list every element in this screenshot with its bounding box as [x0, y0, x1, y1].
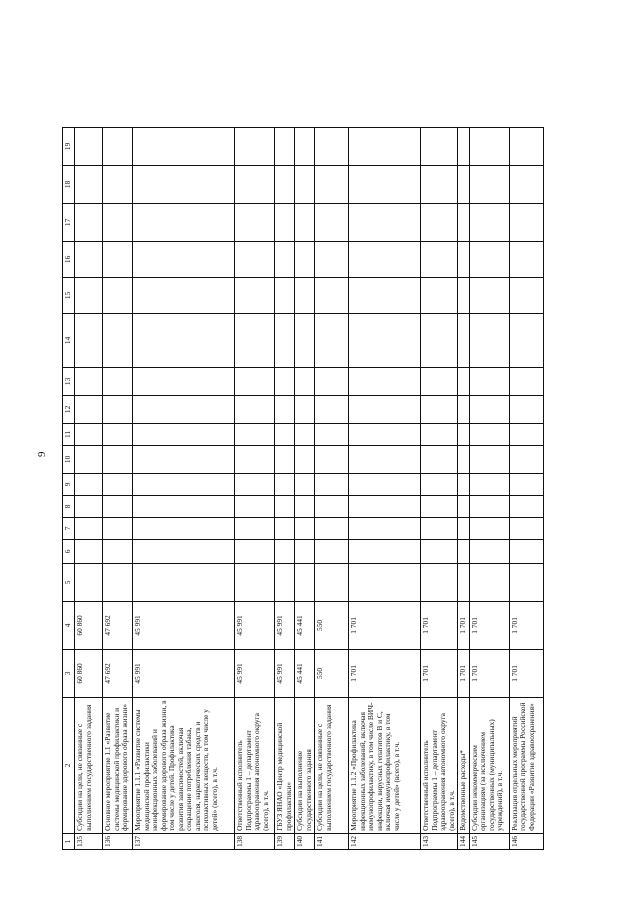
- table-cell: [275, 367, 295, 395]
- table-cell: [295, 563, 315, 601]
- table-cell: 1 701: [421, 601, 458, 649]
- table-cell: [469, 563, 509, 601]
- column-header: 3: [63, 649, 75, 697]
- row-name: Ответственный исполнитель Подпрограммы 1 – департамент здравоохранения автономного округа (всего), в т.ч.: [235, 697, 275, 833]
- table-cell: [458, 539, 470, 563]
- table-row: [103, 127, 133, 849]
- table-cell: [275, 277, 295, 313]
- table-cell: [295, 313, 315, 367]
- column-header: 6: [63, 539, 75, 563]
- column-header: 11: [63, 423, 75, 445]
- table-cell: [275, 517, 295, 539]
- table-cell: [75, 517, 103, 539]
- table-cell: [235, 563, 275, 601]
- table-cell: [275, 495, 295, 517]
- table-cell: [421, 517, 458, 539]
- table-cell: 1 701: [458, 649, 470, 697]
- table-cell: [421, 241, 458, 277]
- table-cell: [295, 367, 315, 395]
- table-cell: [275, 395, 295, 423]
- table-cell: [458, 313, 470, 367]
- row-name: Ответственный исполнитель Подпрограммы 1 – департамент здравоохранения автономного округа (всего), в т.ч.: [421, 697, 458, 833]
- table-cell: [75, 203, 103, 241]
- table-cell: [75, 539, 103, 563]
- table-cell: [458, 423, 470, 445]
- column-header: 9: [63, 473, 75, 495]
- table-cell: [75, 473, 103, 495]
- table-cell: [509, 395, 543, 423]
- table-cell: [133, 539, 235, 563]
- table-cell: [75, 445, 103, 473]
- row-name: Реализация отдельных мероприятий государственной программы Российской Федерации «Развитие здравоохранения»: [509, 697, 543, 833]
- table-row: [469, 127, 509, 849]
- table-cell: 47 692: [103, 601, 133, 649]
- table-cell: [103, 241, 133, 277]
- table-cell: [235, 473, 275, 495]
- table-cell: [275, 165, 295, 203]
- table-cell: 45 991: [235, 601, 275, 649]
- table-cell: [133, 517, 235, 539]
- table-cell: 1 701: [349, 649, 421, 697]
- page-number: 9: [36, 451, 48, 457]
- table-cell: [469, 203, 509, 241]
- table-cell: [295, 395, 315, 423]
- table-cell: [469, 277, 509, 313]
- table-cell: [275, 473, 295, 495]
- table-cell: [458, 203, 470, 241]
- table-cell: [469, 423, 509, 445]
- table-cell: [103, 165, 133, 203]
- table-cell: 550: [315, 601, 349, 649]
- table-cell: [469, 473, 509, 495]
- table-cell: [75, 277, 103, 313]
- table-cell: 1 701: [421, 649, 458, 697]
- row-name: Мероприятие 1.1.1 «Развитие системы медицинской профилактики неинфекционных заболеваний и формирование здорового образа жизни, в том числе у детей. Профилактика развития зависимостей, включая сокращение потребления табака, алкоголя, наркотических средств и психоактивных веществ, в том числе у детей» (всего), в т.ч.: [133, 697, 235, 833]
- column-header: 7: [63, 517, 75, 539]
- table-cell: [315, 241, 349, 277]
- table-cell: 1 701: [509, 601, 543, 649]
- table-cell: [103, 445, 133, 473]
- table-cell: [469, 165, 509, 203]
- table-cell: [458, 395, 470, 423]
- table-cell: [295, 517, 315, 539]
- table-cell: [275, 127, 295, 165]
- table-cell: [315, 517, 349, 539]
- table-cell: [469, 395, 509, 423]
- table-row: [275, 127, 295, 849]
- table-cell: [349, 517, 421, 539]
- table-cell: [469, 445, 509, 473]
- table-cell: [509, 517, 543, 539]
- budget-table: [62, 127, 544, 850]
- table-cell: [295, 203, 315, 241]
- table-cell: [469, 367, 509, 395]
- table-cell: [421, 495, 458, 517]
- table-cell: [349, 495, 421, 517]
- table-cell: [235, 395, 275, 423]
- table-cell: [133, 203, 235, 241]
- table-cell: [295, 241, 315, 277]
- column-header: 2: [63, 697, 75, 833]
- row-name: Субсидии некоммерческим организациям (за исключением государственных (муниципальных) учреждений), в т.ч.: [469, 697, 509, 833]
- table-cell: [295, 165, 315, 203]
- table-cell: [315, 539, 349, 563]
- table-cell: [315, 313, 349, 367]
- table-cell: [133, 473, 235, 495]
- row-name: Субсидии на выполнение государственного задания: [295, 697, 315, 833]
- table-cell: [421, 423, 458, 445]
- table-cell: 45 991: [275, 649, 295, 697]
- table-cell: [458, 127, 470, 165]
- table-cell: [458, 445, 470, 473]
- table-cell: [315, 165, 349, 203]
- row-name: Субсидии на цели, не связанные с выполнением государственного задания: [315, 697, 349, 833]
- row-number: 138: [235, 833, 275, 849]
- table-cell: [295, 473, 315, 495]
- table-cell: [103, 539, 133, 563]
- table-cell: [275, 203, 295, 241]
- table-cell: [275, 313, 295, 367]
- table-cell: [315, 473, 349, 495]
- table-cell: [509, 165, 543, 203]
- table-cell: [458, 277, 470, 313]
- column-header: 12: [63, 395, 75, 423]
- table-cell: [509, 473, 543, 495]
- table-cell: [235, 495, 275, 517]
- table-cell: [349, 445, 421, 473]
- table-cell: [235, 367, 275, 395]
- table-cell: [275, 539, 295, 563]
- table-cell: [509, 203, 543, 241]
- table-cell: [295, 127, 315, 165]
- column-header: 13: [63, 367, 75, 395]
- table-cell: [295, 539, 315, 563]
- table-cell: [235, 517, 275, 539]
- table-cell: [75, 423, 103, 445]
- table-cell: [421, 539, 458, 563]
- table-cell: [103, 517, 133, 539]
- table-cell: [295, 277, 315, 313]
- table-cell: [103, 203, 133, 241]
- row-name: Мероприятие 1.1.2 «Профилактика инфекционных заболеваний, включая иммунопрофилактику, в том числе ВИЧ-инфекции, вирусных гепатитов В и С, включая иммунопрофилактику, в том числе у детей» (всего), в т.ч.: [349, 697, 421, 833]
- table-cell: 1 701: [458, 601, 470, 649]
- table-cell: [103, 127, 133, 165]
- table-cell: [235, 203, 275, 241]
- table-cell: [469, 127, 509, 165]
- row-number: 140: [295, 833, 315, 849]
- table-cell: [458, 473, 470, 495]
- table-cell: [349, 539, 421, 563]
- table-cell: 45 441: [295, 601, 315, 649]
- table-cell: [509, 367, 543, 395]
- table-cell: [75, 395, 103, 423]
- table-cell: [458, 367, 470, 395]
- column-header: 19: [63, 127, 75, 165]
- header-row: [63, 127, 75, 849]
- column-header: 1: [63, 833, 75, 849]
- table-cell: [103, 367, 133, 395]
- table-cell: 60 860: [75, 601, 103, 649]
- column-header: 18: [63, 165, 75, 203]
- table-cell: [421, 165, 458, 203]
- row-number: 137: [133, 833, 235, 849]
- table-cell: [421, 367, 458, 395]
- row-number: 142: [349, 833, 421, 849]
- table-cell: [133, 423, 235, 445]
- row-name: ГБУЗ ЯНАО «Центр медицинской профилактики»: [275, 697, 295, 833]
- column-header: 8: [63, 495, 75, 517]
- table-cell: 1 701: [469, 649, 509, 697]
- table-row: [133, 127, 235, 849]
- table-cell: [509, 241, 543, 277]
- table-cell: [458, 241, 470, 277]
- row-number: 143: [421, 833, 458, 849]
- column-header: 5: [63, 563, 75, 601]
- table-row: [509, 127, 543, 849]
- row-number: 135: [75, 833, 103, 849]
- table-cell: 1 701: [509, 649, 543, 697]
- table-cell: [315, 423, 349, 445]
- table-cell: [133, 165, 235, 203]
- table-cell: 1 701: [349, 601, 421, 649]
- table-cell: 45 991: [235, 649, 275, 697]
- table-cell: [103, 495, 133, 517]
- table-row: [349, 127, 421, 849]
- row-number: 139: [275, 833, 295, 849]
- table-cell: [235, 445, 275, 473]
- column-header: 15: [63, 277, 75, 313]
- table-row: [295, 127, 315, 849]
- table-cell: [349, 473, 421, 495]
- table-cell: [75, 127, 103, 165]
- table-row: [421, 127, 458, 849]
- table-cell: [469, 495, 509, 517]
- table-cell: [75, 313, 103, 367]
- table-cell: [275, 241, 295, 277]
- table-cell: [458, 495, 470, 517]
- table-cell: [75, 367, 103, 395]
- table-cell: [315, 395, 349, 423]
- table-cell: [421, 127, 458, 165]
- table-cell: [315, 277, 349, 313]
- table-cell: [133, 313, 235, 367]
- table-cell: [315, 203, 349, 241]
- column-header: 16: [63, 241, 75, 277]
- table-cell: [295, 445, 315, 473]
- table-cell: [103, 563, 133, 601]
- table-cell: 550: [315, 649, 349, 697]
- table-cell: [509, 277, 543, 313]
- table-cell: [315, 127, 349, 165]
- row-number: 146: [509, 833, 543, 849]
- table-cell: [133, 127, 235, 165]
- table-cell: [469, 313, 509, 367]
- table-cell: [315, 367, 349, 395]
- table-cell: 45 991: [275, 601, 295, 649]
- table-cell: [349, 127, 421, 165]
- table-cell: [421, 313, 458, 367]
- table-cell: [133, 495, 235, 517]
- table-cell: [133, 563, 235, 601]
- table-cell: [75, 563, 103, 601]
- table-cell: [421, 563, 458, 601]
- table-row: [75, 127, 103, 849]
- table-row: [315, 127, 349, 849]
- table-cell: [458, 563, 470, 601]
- table-cell: [349, 165, 421, 203]
- table-cell: [103, 313, 133, 367]
- table-cell: [421, 445, 458, 473]
- table-cell: 1 701: [469, 601, 509, 649]
- table-cell: [133, 395, 235, 423]
- table-cell: [295, 495, 315, 517]
- row-name: Основное мероприятие 1.1 «Развитие системы медицинской профилактики и формирование здорового образа жизни»: [103, 697, 133, 833]
- table-cell: [421, 395, 458, 423]
- table-cell: [75, 495, 103, 517]
- table-cell: [421, 473, 458, 495]
- table-cell: [295, 423, 315, 445]
- table-cell: [469, 517, 509, 539]
- table-cell: [349, 423, 421, 445]
- table-cell: [349, 313, 421, 367]
- table-cell: [509, 127, 543, 165]
- table-cell: [349, 395, 421, 423]
- row-number: 144: [458, 833, 470, 849]
- table-cell: [349, 203, 421, 241]
- table-cell: [103, 473, 133, 495]
- table-body: [75, 127, 544, 849]
- table-cell: [509, 563, 543, 601]
- table-cell: [235, 423, 275, 445]
- table-cell: 45 991: [133, 649, 235, 697]
- table-cell: [469, 241, 509, 277]
- table-cell: [421, 203, 458, 241]
- table-cell: [349, 367, 421, 395]
- table-cell: [133, 277, 235, 313]
- table-cell: [235, 277, 275, 313]
- table-cell: [315, 563, 349, 601]
- table-cell: [458, 517, 470, 539]
- table-cell: [235, 539, 275, 563]
- table-cell: [75, 241, 103, 277]
- table-cell: [509, 495, 543, 517]
- table-cell: [509, 539, 543, 563]
- table-cell: 47 692: [103, 649, 133, 697]
- table-row: [458, 127, 470, 849]
- table-cell: [349, 563, 421, 601]
- table-cell: [133, 445, 235, 473]
- table-cell: [235, 313, 275, 367]
- column-header: 4: [63, 601, 75, 649]
- row-name: Ведомственные расходы*: [458, 697, 470, 833]
- row-name: Субсидии на цели, не связанные с выполнением государственного задания: [75, 697, 103, 833]
- table-cell: [275, 423, 295, 445]
- table-cell: [275, 445, 295, 473]
- table-cell: [133, 241, 235, 277]
- table-cell: [509, 313, 543, 367]
- table-cell: [235, 241, 275, 277]
- table-cell: [275, 563, 295, 601]
- table-cell: [103, 395, 133, 423]
- column-header: 14: [63, 313, 75, 367]
- table-cell: [315, 445, 349, 473]
- row-number: 141: [315, 833, 349, 849]
- table-cell: [421, 277, 458, 313]
- table-cell: [235, 165, 275, 203]
- table-cell: 45 991: [133, 601, 235, 649]
- table-cell: [315, 495, 349, 517]
- table-cell: [235, 127, 275, 165]
- table-cell: [349, 277, 421, 313]
- table-cell: [75, 165, 103, 203]
- table-cell: [469, 539, 509, 563]
- table-cell: 45 441: [295, 649, 315, 697]
- table-cell: [103, 423, 133, 445]
- table-cell: [103, 277, 133, 313]
- table-cell: [133, 367, 235, 395]
- column-header: 10: [63, 445, 75, 473]
- row-number: 136: [103, 833, 133, 849]
- table-cell: [509, 445, 543, 473]
- row-number: 145: [469, 833, 509, 849]
- column-header: 17: [63, 203, 75, 241]
- table-row: [235, 127, 275, 849]
- table-cell: [458, 165, 470, 203]
- table-cell: 60 860: [75, 649, 103, 697]
- table-cell: [509, 423, 543, 445]
- table-cell: [349, 241, 421, 277]
